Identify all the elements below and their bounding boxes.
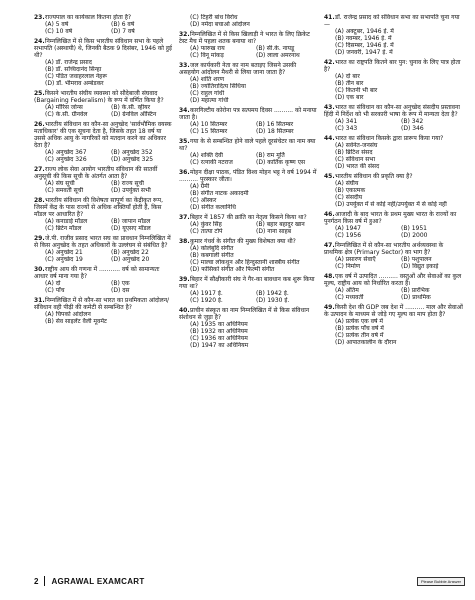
answer-option: (A) मॉरिस जोन्स — [45, 104, 83, 111]
answer-option: (D) 1947 का अधिनियम — [190, 342, 249, 349]
answer-options — [335, 73, 463, 101]
answer-options — [190, 321, 318, 349]
question-number: 24. — [34, 38, 45, 45]
answer-option: (D) अनुच्छेद 20 — [111, 256, 150, 263]
answer-option: (D) लाला अमरनाथ — [256, 52, 300, 59]
question-item — [324, 273, 463, 301]
answer-option: (C) दिसम्बर, 1946 ई. में — [335, 42, 394, 49]
answer-option: (B) प्रारंभिक — [401, 287, 430, 294]
answer-option: (A) कनाडाई मॉडल — [45, 218, 88, 225]
question-item — [324, 211, 463, 239]
answer-option: (C) 1920 ई. — [190, 297, 223, 304]
question-text: राष्ट्रीय आय की गणना में ........... वर्ष को सामान्यतः आधार वर्ष माना गया है? — [34, 266, 160, 280]
question-item — [34, 197, 173, 232]
answer-option: (A) अनुच्छेद 367 — [45, 149, 87, 156]
answer-options — [190, 14, 318, 28]
answer-option: (A) अंतिम — [335, 287, 359, 294]
answer-option: (A) 341 — [335, 118, 358, 125]
question-item — [179, 107, 318, 135]
answer-options — [45, 21, 173, 35]
answer-option: (D) आपातकालीन के दौरान — [335, 339, 397, 346]
answer-option: (C) ब्रिटेन मॉडल — [45, 225, 82, 232]
answer-option: (A) डॉ. राजेन्द्र प्रसाद — [45, 59, 92, 66]
answer-options — [335, 118, 463, 132]
answer-options — [335, 142, 463, 170]
answer-option: (C) प्रत्येक तीन वर्ष में — [335, 332, 384, 339]
brand-logo-text: AGRAWAL EXAMCART — [51, 576, 145, 586]
question-text: निम्नलिखित में से किस भारतीय संविधान सभा के पहले सभापति (अस्थायी) थे, जिनकी बैठक 9 दिसंबर, 1946 को हुई थी? — [34, 38, 173, 59]
answer-options — [335, 287, 463, 301]
answer-option: (C) अनुच्छेद 326 — [45, 156, 87, 163]
answer-option: (D) अनुच्छेद 325 — [111, 156, 154, 163]
question-text: गया के से सम्बन्धित होने वाले पहले दूरसंचेटर का नाम क्या था? — [179, 138, 316, 152]
question-text: निम्नलिखित में से कौन-सा भारत का प्रथमिकता आंदोलन/संविधान वही पीढ़ी की कमेटी से सम्बन्धित है? — [34, 297, 170, 311]
answer-option: (A) संघ सूची — [45, 180, 75, 187]
answer-option: (D) प्राथमिक — [401, 294, 431, 301]
answer-options — [45, 59, 173, 87]
question-text: भारतीय संविधान की प्रकृति क्या है? — [335, 173, 413, 180]
answer-option: (B) सेव साइलेंट वैली मूवमेंट — [45, 318, 107, 325]
question-number: 38. — [179, 238, 190, 245]
answer-options — [190, 290, 318, 304]
question-text: डॉ. राजेन्द्र प्रसाद को संविधान सभा का सभापति चुना गया— — [324, 14, 460, 28]
question-number: 27. — [34, 166, 45, 173]
answer-option: (A) चिपको आंदोलन — [45, 311, 91, 318]
question-text: आजादी के बाद भारत के प्रथम मुख्य भारत के राज्यों का पुनर्गठन किस वर्ष में हुआ? — [324, 211, 457, 225]
question-text: बिहार में 1857 की क्रांति का नेतृत्व किसने किया था? — [190, 214, 307, 221]
question-item — [179, 307, 318, 349]
answer-option: (B) एकात्मक — [335, 187, 366, 194]
question-number: 28. — [34, 197, 45, 204]
answer-option: (B) 1932 का अधिनियम — [190, 328, 248, 335]
answer-option: (B) 342 — [401, 118, 424, 125]
answer-option: (D) नर्मदा बचाओ आंदोलन — [190, 21, 250, 28]
question-text: जल कार्यकारी नेता का नाम बताइए जिसने उसकी असहयोग आंदोलन मैथरी से लिया जाना जाता है? — [179, 62, 297, 76]
question-number: 39. — [179, 276, 190, 283]
answer-option: (A) फारुख राय — [190, 45, 225, 52]
answer-option: (A) प्रत्येक एक वर्ष में — [335, 318, 383, 325]
question-number: 30. — [34, 266, 45, 273]
question-number: 33. — [179, 62, 190, 69]
question-number: 41. — [324, 14, 335, 21]
answer-options — [45, 249, 173, 263]
question-number: 32. — [179, 31, 190, 38]
answer-option: (D) 18 सितम्बर — [256, 128, 294, 135]
answer-option: (D) भारत की संसद — [335, 163, 380, 170]
question-text: किसने भारतीय संघीय व्यवस्था को सौदेबाजी संघवाद (Bargaining Federalism) के रूप में वर्णित किया है? — [34, 90, 164, 104]
answer-option: (C) समवर्ती सूची — [45, 187, 84, 194]
answer-option: (B) अनुच्छेद 22 — [111, 249, 149, 256]
question-item — [179, 169, 318, 211]
answer-option: (C) 343 — [335, 125, 358, 132]
question-item — [179, 62, 318, 104]
answer-option: (C) संविधान सभा — [335, 156, 376, 163]
answer-options — [45, 149, 173, 163]
answer-option: (C) निर्माण — [335, 263, 361, 270]
answer-option: (A) संघीय — [335, 180, 359, 187]
question-item — [324, 59, 463, 101]
answer-options — [190, 152, 318, 166]
question-number: 47. — [324, 242, 335, 249]
answer-option: (C) के.सी. ग्रीनवेल — [45, 111, 88, 118]
question-text: निम्नलिखित में से किस खिलाड़ी ने भारत के लिए क्रिकेट टेस्ट मैच में पहला शतक बनाया था? — [179, 31, 310, 45]
answer-option: (D) ग्रेनविल ऑस्टिन — [111, 111, 157, 118]
question-text: भारतीय संविधान का कौन-सा अनुच्छेद 'सार्वभौमिक वयस्क मताधिकार' की एक सूचना देता है, जिसके तहत 18 वर्ष या उससे अधिक आयु के नागरिकों को मतदान करने का अधिकार देता है? — [34, 121, 172, 149]
answer-option: (B) 16 सितम्बर — [256, 121, 294, 128]
answer-option: (B) नवम्बर, 1946 ई. में — [335, 35, 392, 42]
answer-option: (B) अनुच्छेद 352 — [111, 149, 153, 156]
answer-option: (B) प्रत्येक पाँच वर्ष में — [335, 325, 384, 332]
answer-option: (C) ऑस्कर — [190, 197, 217, 204]
answer-option: (C) रत्नाकी नटराज — [190, 159, 233, 166]
question-item — [324, 104, 463, 132]
question-item — [34, 166, 173, 194]
answer-option: (B) संगीत नाटक अकादमी — [190, 190, 249, 197]
answer-option: (C) विनू मांकड़ — [190, 52, 224, 59]
question-text: राज्य लोक सेवा आयोग भारतीय संविधान की सातवीं अनुसूची की किस सूची के अंतर्गत आता है? — [34, 166, 158, 180]
question-number: 40. — [179, 307, 190, 314]
column-left — [34, 14, 173, 566]
answer-options — [335, 256, 463, 270]
answer-option: (B) जापान मॉडल — [111, 218, 151, 225]
answer-option: (A) 1947 — [335, 225, 361, 232]
answer-option: (C) मध्यवर्ती — [335, 294, 364, 301]
answer-option: (C) 1936 का अधिनियम — [190, 335, 248, 342]
answer-option: (D) एक बार — [335, 94, 364, 101]
question-item — [179, 138, 318, 166]
answer-options — [45, 311, 173, 325]
answer-option: (B) ब्रिटिश संसद — [335, 149, 373, 156]
answer-option: (A) सर्वनेत-जनसंघ — [335, 142, 378, 149]
answer-option: (C) 1956 — [335, 232, 362, 239]
question-text: एक वर्ष में उत्पादित .......... वस्तुओं और सेवाओं का कुल मूल्य, राष्ट्रीय आय को निर्धारित करता है। — [324, 273, 462, 287]
question-text: निम्नलिखित में से कौन-सा भारतीय अर्थव्यवस्था के प्राथमिक क्षेत्र (Primary Sector) का भाग है? — [324, 242, 444, 256]
question-number: 31. — [34, 297, 45, 304]
question-item — [324, 242, 463, 270]
answer-option: (D) विद्युत इकाई — [401, 263, 439, 270]
answer-option: (C) 10 वर्ष — [45, 28, 73, 35]
answer-option: (C) अनुच्छेद 19 — [45, 256, 83, 263]
answer-option: (C) माल्वा लोकधुन और हिन्दुस्तानी शास्त्रीय संगीत — [190, 259, 300, 266]
answer-options — [45, 104, 173, 118]
answer-options — [190, 76, 318, 104]
question-text: भारतीय संविधान की विशेषता सापूर्ण का केंद्रीकृत रूप, जिसमें केंद्र के पास राज्यों से अधिक शक्तियाँ होती हैं, किस मॉडल पर आधारित है? — [34, 197, 163, 218]
answer-option: (A) अनुच्छेद 21 — [45, 249, 83, 256]
answer-option: (B) ज्योतिरादित्य सिंधिया — [190, 83, 246, 90]
answer-option: (B) के.सी. व्हीयर — [111, 104, 151, 111]
answer-option: (A) दो — [45, 280, 61, 287]
answer-option: (B) कबगाली संगीत — [190, 252, 234, 259]
question-item — [324, 173, 463, 208]
answer-option: (A) ग्रैमी — [190, 183, 210, 190]
page-number: 2 — [34, 576, 39, 586]
question-text: बिहार में सौक्षीकारी संघ ने गैर-का बावधान कब शुरू किया गया था? — [179, 276, 315, 290]
footer-separator — [44, 576, 45, 586]
question-number: 29. — [34, 235, 45, 242]
answer-option: (C) राहुल गांधी — [190, 90, 225, 97]
answer-options — [190, 45, 318, 59]
answer-option: (A) दो बार — [335, 73, 360, 80]
answer-option: (C) तात्या टोपे — [190, 228, 223, 235]
question-item — [34, 235, 173, 263]
answer-option: (B) पशुपालन — [401, 256, 432, 263]
answer-option: (A) कोलंबुदि संगीत — [190, 245, 234, 252]
answer-option: (D) नाना साहब — [256, 228, 292, 235]
answer-option: (A) 1917 ई. — [190, 290, 223, 297]
answer-option: (B) 6 वर्ष — [111, 21, 135, 28]
answer-options — [45, 280, 173, 294]
question-number: 37. — [179, 214, 190, 221]
answer-option: (A) 1935 का अधिनियम — [190, 321, 248, 328]
answer-options — [45, 180, 173, 194]
question-text: प्राचीन संस्कृत का नाम निम्नलिखित में से किस संविधान संशोधन से जुड़ा है? — [179, 307, 310, 321]
answer-option: (D) जनवरी, 1947 ई. में — [335, 49, 393, 56]
question-text: कारगिल्टीय कोरोना पत्र सत्यमय दिवस .......... को मनाया जाता है। — [179, 107, 317, 121]
answer-option: (D) दस — [111, 287, 130, 294]
answer-option: (C) टिहरी बांध विरोध — [190, 14, 238, 21]
answer-option: (D) 2000 — [401, 232, 428, 239]
answer-options — [190, 121, 318, 135]
answer-option: (A) शक्ति देवी — [190, 152, 223, 159]
question-number: 46. — [324, 211, 335, 218]
answer-options — [45, 218, 173, 232]
answer-options — [190, 221, 318, 235]
question-text: जे.पी. राजीव प्रसाद भारत सघ का प्रावधान निम्नलिखित में से किस अनुच्छेद के तहत अधिकारों के उल्लंघन से संबंधित है? — [34, 235, 171, 249]
answer-option: (B) सी.के. नायडू — [256, 45, 295, 52]
question-item — [179, 214, 318, 235]
answer-option: (A) कुंवर सिंह — [190, 221, 222, 228]
question-item — [179, 238, 318, 273]
answer-option: (D) फोसिको संगीत और फिल्मी संगीत — [190, 266, 275, 273]
question-number: 44. — [324, 135, 335, 142]
answer-option: (C) पंडित जवाहरलाल नेहरू — [45, 73, 108, 80]
answer-option: (D) संगीत कलानिधि — [190, 204, 236, 211]
answer-option: (D) उपर्युक्त सभी — [111, 187, 151, 194]
answer-option: (C) कितनी भी बार — [335, 87, 378, 94]
answer-options — [190, 245, 318, 273]
question-number: 36. — [179, 169, 190, 176]
question-columns — [34, 14, 464, 566]
answer-option: (B) 1942 ई. — [256, 290, 289, 297]
answer-option: (D) 1930 ई. — [256, 297, 290, 304]
question-text: भारत का संविधान का कौन-सा अनुच्छेद संसदीय प्रस्तावना हिंदी में निर्देश को भी सरकारी भाषा के रूप में मान्यता देता है? — [324, 104, 460, 118]
answer-option: (A) 10 सितम्बर — [190, 121, 228, 128]
question-item — [324, 304, 463, 346]
answer-option: (B) एक — [111, 280, 130, 287]
answer-option: (D) डॉ. भीमराव अम्बेडकर — [45, 80, 104, 87]
answer-option: (D) महात्मा गांधी — [190, 97, 229, 104]
answer-option: (A) प्रसारण सेवाएँ — [335, 256, 376, 263]
question-item — [179, 14, 318, 28]
answer-options — [335, 225, 463, 239]
question-number: 34. — [179, 107, 190, 114]
answer-option: (B) डॉ. सच्चिदानंद सिन्हा — [45, 66, 102, 73]
question-item — [324, 135, 463, 170]
question-text: मोहन दीक्षा पाठक, पंडित विश्व मोहन भट्ट ने वर्ष 1994 में .......... पुरस्कार जीता। — [179, 169, 317, 183]
answer-option: (C) 15 सितम्बर — [190, 128, 228, 135]
answer-option: (A) शांति शरण — [190, 76, 225, 83]
answer-option: (D) उपर्युक्त में से कोई नहीं/उपर्युक्त में से कोई नहीं — [335, 201, 447, 208]
page-footer — [34, 575, 465, 587]
question-item — [34, 266, 173, 294]
answer-option: (D) यूएसए मॉडल — [111, 225, 151, 232]
question-item — [34, 14, 173, 35]
answer-options — [190, 183, 318, 211]
answer-option: (B) 1951 — [401, 225, 427, 232]
question-item — [34, 38, 173, 87]
column-right — [324, 14, 463, 566]
question-text: किसी देश की GDP जब देश में .......... माल और सेवाओं के उत्पादन के माध्यम से जोड़े गए मूल्य का माप होता है? — [324, 304, 463, 318]
answer-options — [335, 318, 463, 346]
question-item — [179, 276, 318, 304]
answer-option: (D) 7 वर्ष — [111, 28, 135, 35]
question-item — [179, 31, 318, 59]
question-number: 25. — [34, 90, 45, 97]
answer-options — [335, 28, 463, 56]
question-number: 35. — [179, 138, 190, 145]
question-number: 42. — [324, 59, 335, 66]
answer-option: (B) तीन बार — [335, 80, 364, 87]
question-number: 26. — [34, 121, 45, 128]
question-text: राज्यपाल का कार्यकाल कितना होता है? — [45, 14, 132, 21]
answer-option: (B) बहार बहादुर खान — [256, 221, 305, 228]
answer-option: (D) 346 — [401, 125, 424, 132]
question-number: 49. — [324, 304, 335, 311]
answer-option: (C) संसदीय — [335, 194, 363, 201]
question-item — [34, 121, 173, 163]
answer-option: (D) कार्तिक कृष्ण एस — [256, 159, 306, 166]
question-number: 48. — [324, 273, 335, 280]
question-text: भारत का राष्ट्रपति कितने बार पुन: चुनाव के लिए पात्र होता है? — [324, 59, 461, 73]
column-middle — [179, 14, 318, 566]
question-item — [324, 14, 463, 56]
answer-option: (B) राज्य सूची — [111, 180, 144, 187]
footer-badge: Please Bubble Answer — [417, 577, 465, 586]
question-text: भारत का संविधान किसके द्वारा प्रारूप किया गया? — [335, 135, 444, 142]
answer-option: (A) 5 वर्ष — [45, 21, 69, 28]
question-item — [34, 90, 173, 118]
answer-option: (B) राम मूर्ति — [256, 152, 285, 159]
question-item — [34, 297, 173, 325]
question-text: कुमार गंधर्व के संगीत की मुख्य विशेषता क्या थी? — [190, 238, 296, 245]
answer-options — [335, 180, 463, 208]
question-number: 23. — [34, 14, 45, 21]
answer-option: (A) अक्टूबर, 1946 ई. में — [335, 28, 394, 35]
question-number: 45. — [324, 173, 335, 180]
question-number: 43. — [324, 104, 335, 111]
answer-option: (C) पाँच — [45, 287, 65, 294]
